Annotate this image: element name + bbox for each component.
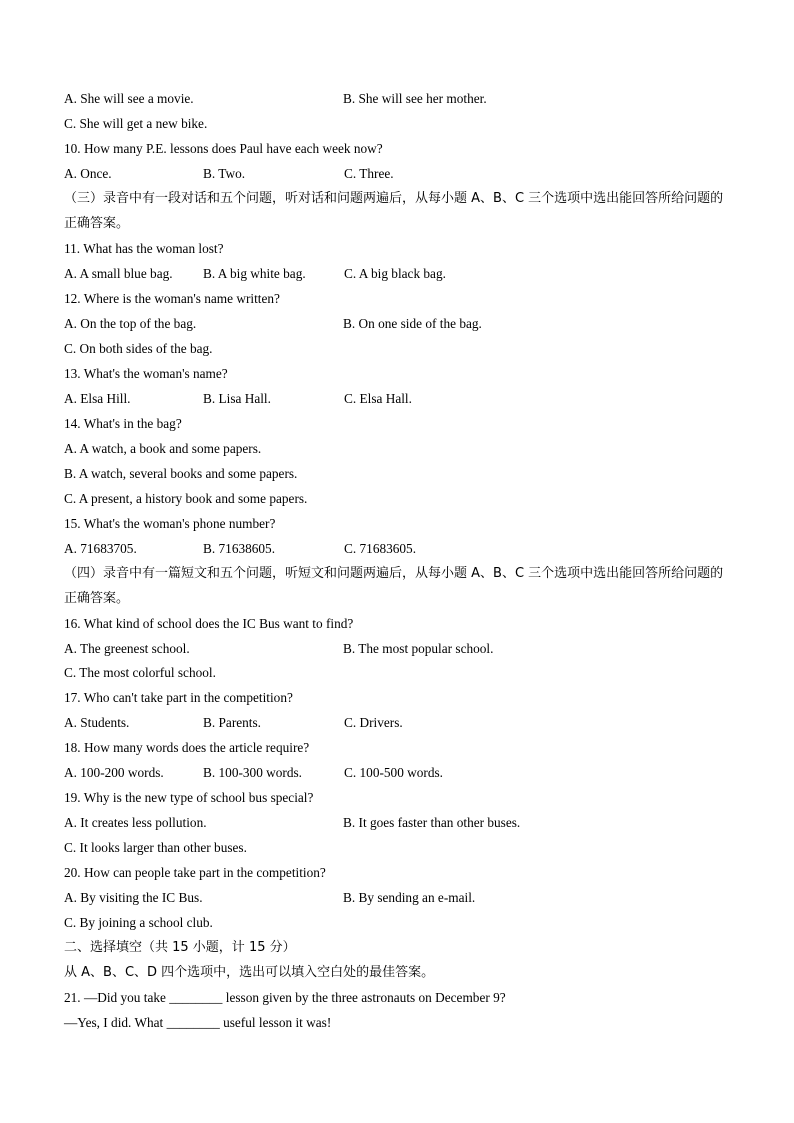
section3-instruction: （三）录音中有一段对话和五个问题，听对话和问题两遍后，从每小题 A、B、C 三个选项中选出能回答所给问题的正确答案。 (64, 191, 724, 231)
section4-instruction: （四）录音中有一篇短文和五个问题，听短文和问题两遍后，从每小题 A、B、C 三个选项中选出能回答所给问题的正确答案。 (64, 566, 724, 606)
q13-option-a: A. Elsa Hill. (64, 391, 131, 406)
q20-option-b: B. By sending an e-mail. (343, 890, 476, 905)
q10-option-b: B. Two. (203, 166, 246, 181)
q16-option-a: A. The greenest school. (64, 641, 190, 656)
q10-option-c: C. Three. (344, 166, 394, 181)
q13-options (64, 389, 734, 409)
q19-option-a: A. It creates less pollution. (64, 815, 207, 830)
q18-option-a: A. 100-200 words. (64, 765, 164, 780)
q21-line-2: —Yes, I did. What ________ useful lesson it was! (64, 1015, 332, 1030)
q15-options (64, 539, 734, 559)
q21-line-1: 21. —Did you take ________ lesson given by the three astronauts on December 9? (64, 990, 506, 1005)
q9-option-a: A. She will see a movie. (64, 91, 194, 106)
q11-question: 11. What has the woman lost? (64, 241, 224, 256)
q17-option-a: A. Students. (64, 715, 130, 730)
q20-question: 20. How can people take part in the competition? (64, 865, 326, 880)
q16-options-row-1 (64, 639, 734, 659)
q9-option-b: B. She will see her mother. (343, 91, 487, 106)
q15-option-c: C. 71683605. (344, 541, 417, 556)
q11-option-b: B. A big white bag. (203, 266, 306, 281)
q20-option-c: C. By joining a school club. (64, 915, 213, 930)
q12-question: 12. Where is the woman's name written? (64, 291, 280, 306)
q10-option-a: A. Once. (64, 166, 112, 181)
q19-option-c: C. It looks larger than other buses. (64, 840, 247, 855)
q12-option-c: C. On both sides of the bag. (64, 341, 213, 356)
part2-instruction: 从 A、B、C、D 四个选项中，选出可以填入空白处的最佳答案。 (64, 965, 435, 980)
q20-option-a: A. By visiting the IC Bus. (64, 890, 203, 905)
q11-option-c: C. A big black bag. (344, 266, 446, 281)
q16-option-b: B. The most popular school. (343, 641, 494, 656)
q18-options (64, 763, 734, 783)
q12-option-a: A. On the top of the bag. (64, 316, 197, 331)
q14-question: 14. What's in the bag? (64, 416, 182, 431)
q15-option-b: B. 71638605. (203, 541, 276, 556)
q14-option-c: C. A present, a history book and some papers. (64, 491, 308, 506)
q19-option-b: B. It goes faster than other buses. (343, 815, 521, 830)
q13-question: 13. What's the woman's name? (64, 366, 228, 381)
q15-option-a: A. 71683705. (64, 541, 137, 556)
q19-options-row-1 (64, 813, 734, 833)
q13-option-c: C. Elsa Hall. (344, 391, 412, 406)
q18-option-b: B. 100-300 words. (203, 765, 302, 780)
q17-question: 17. Who can't take part in the competition? (64, 690, 293, 705)
q12-options-row-1 (64, 314, 734, 334)
q18-option-c: C. 100-500 words. (344, 765, 443, 780)
q14-option-a: A. A watch, a book and some papers. (64, 441, 262, 456)
q17-option-c: C. Drivers. (344, 715, 403, 730)
q16-option-c: C. The most colorful school. (64, 665, 216, 680)
q17-option-b: B. Parents. (203, 715, 261, 730)
q17-options (64, 713, 734, 733)
q18-question: 18. How many words does the article require? (64, 740, 310, 755)
part2-heading: 二、选择填空（共 15 小题，计 15 分） (64, 940, 296, 955)
q14-option-b: B. A watch, several books and some papers. (64, 466, 298, 481)
q9-options-row-1 (64, 89, 734, 109)
q11-options (64, 264, 734, 284)
q16-question: 16. What kind of school does the IC Bus want to find? (64, 616, 354, 631)
q13-option-b: B. Lisa Hall. (203, 391, 271, 406)
q12-option-b: B. On one side of the bag. (343, 316, 482, 331)
q10-question: 10. How many P.E. lessons does Paul have each week now? (64, 141, 383, 156)
q15-question: 15. What's the woman's phone number? (64, 516, 276, 531)
q19-question: 19. Why is the new type of school bus special? (64, 790, 314, 805)
q9-option-c: C. She will get a new bike. (64, 116, 208, 131)
q10-options (64, 164, 734, 184)
q20-options-row-1 (64, 888, 734, 908)
q11-option-a: A. A small blue bag. (64, 266, 173, 281)
